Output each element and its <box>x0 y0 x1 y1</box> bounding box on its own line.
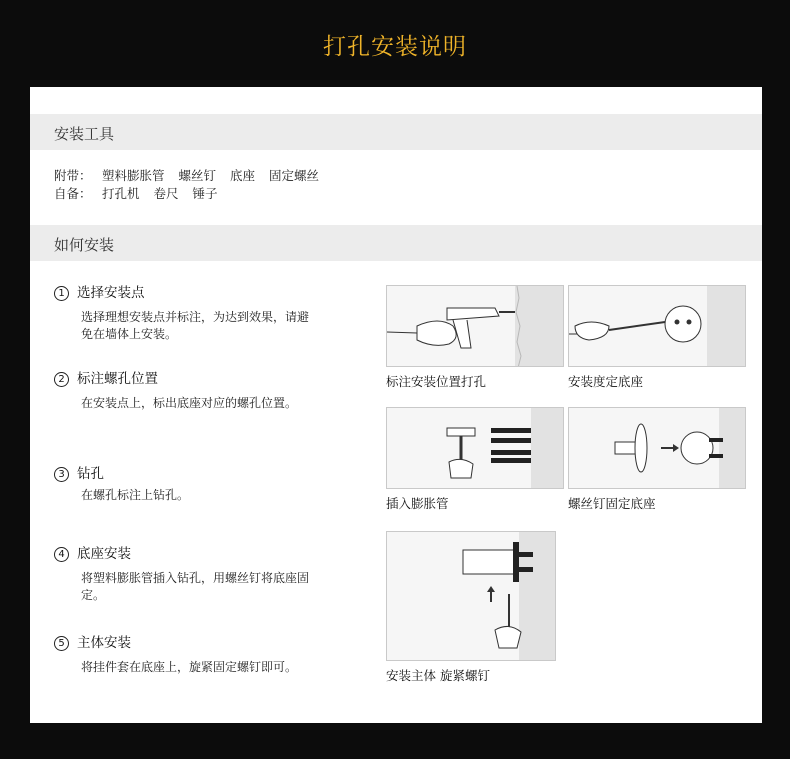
hook-body-icon <box>387 532 556 661</box>
tool-item: 塑料膨胀管 <box>102 168 165 183</box>
drill-icon <box>387 286 564 367</box>
step-title: 底座安装 <box>77 546 131 562</box>
included-label: 附带： <box>54 168 92 183</box>
figure-caption: 安装主体 旋紧螺钉 <box>386 668 490 683</box>
step-description: 选择理想安装点并标注，为达到效果，请避免在墙体上安装。 <box>81 310 310 341</box>
step-title: 钻孔 <box>77 466 104 482</box>
hammer-icon <box>387 408 564 489</box>
install-section-header <box>30 225 762 261</box>
figure-hammer <box>386 407 564 512</box>
page-title: 打孔安装说明 <box>323 34 467 60</box>
figure-caption: 插入膨胀管 <box>386 496 449 511</box>
tool-item: 卷尺 <box>153 186 179 201</box>
step-title: 标注螺孔位置 <box>77 371 158 387</box>
tool-item: 固定螺丝 <box>269 168 320 183</box>
step-number: 2 <box>54 372 69 387</box>
tool-item: 锤子 <box>192 186 218 201</box>
step-number: 4 <box>54 547 69 562</box>
self-tools-row <box>54 185 333 203</box>
step-description: 将挂件套在底座上，旋紧固定螺钉即可。 <box>81 660 298 674</box>
figure-base-plate <box>568 407 746 512</box>
figure-caption: 安装度定底座 <box>568 374 644 389</box>
step-3 <box>54 462 354 504</box>
figure-hook-body <box>386 531 556 684</box>
included-tools-row <box>54 167 333 185</box>
step-2 <box>54 367 354 412</box>
figure-screwdriver <box>568 285 746 390</box>
step-description: 在螺孔标注上钻孔。 <box>81 488 190 502</box>
tools-list <box>54 167 333 203</box>
tools-section-header <box>30 114 762 150</box>
self-label: 自备： <box>54 186 92 201</box>
step-description: 在安装点上，标出底座对应的螺孔位置。 <box>81 396 298 410</box>
step-number: 3 <box>54 467 69 482</box>
step-title: 选择安装点 <box>77 285 145 301</box>
figure-caption: 标注安装位置打孔 <box>386 374 487 389</box>
figure-drill <box>386 285 564 390</box>
instruction-card <box>30 87 762 723</box>
tool-item: 螺丝钉 <box>178 168 217 183</box>
install-section-title: 如何安装 <box>54 236 115 254</box>
base-plate-icon <box>569 408 746 489</box>
tools-section-title: 安装工具 <box>54 125 115 143</box>
step-1 <box>54 281 354 343</box>
step-description: 将塑料膨胀管插入钻孔，用螺丝钉将底座固定。 <box>81 571 310 602</box>
step-5 <box>54 631 354 676</box>
step-number: 1 <box>54 286 69 301</box>
tool-item: 打孔机 <box>102 186 140 201</box>
step-number: 5 <box>54 636 69 651</box>
tool-item: 底座 <box>230 168 256 183</box>
step-4 <box>54 542 354 604</box>
step-title: 主体安装 <box>77 635 131 651</box>
figure-caption: 螺丝钉固定底座 <box>568 496 656 511</box>
screwdriver-icon <box>569 286 746 367</box>
